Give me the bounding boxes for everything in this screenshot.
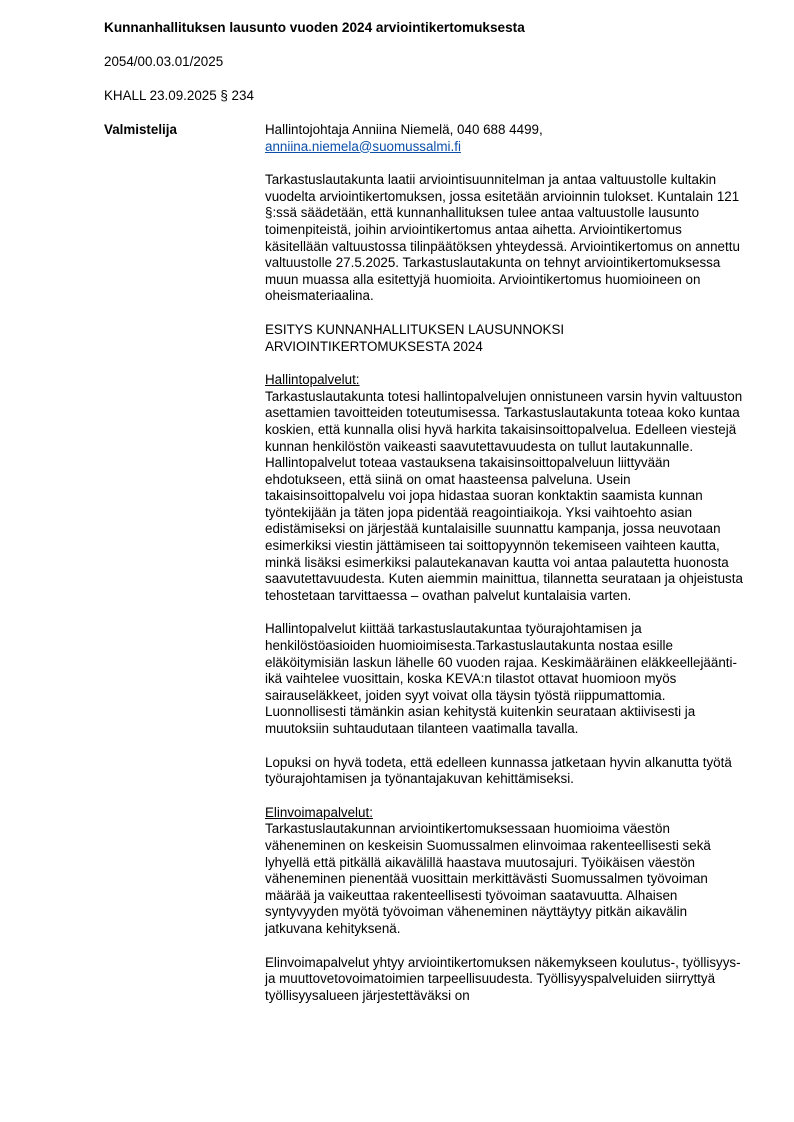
section-text: Tarkastuslautakunnan arviointikertomuksessaan huomioima väestön väheneminen on keskeisin Suomussalmen elinvoimaa rakenteellisesti sekä lyhyellä että pitkällä aikavälillä haastava muutosajuri. Työikäisen väestön väheneminen pienentää vuosittain merkittävästi Suomussalmen työvoiman määrää ja vaikeuttaa rakenteellisesti työvoiman saatavuutta. Alhaisen syntyvyyden myötä työvoiman väheneminen näyttäytyy pitkän aikavälin jatkuvana kehityksenä. — [265, 821, 711, 936]
proposal-line-1: ESITYS KUNNANHALLITUKSEN LAUSUNNOKSI — [265, 321, 565, 337]
section-hallintopalvelut-p2: Hallintopalvelut kiittää tarkastuslautakuntaa työurajohtamisen ja henkilöstöasioiden huomioimisesta.Tarkastuslautakunta nostaa esille eläköitymisiän laskun lähelle 60 vuoden rajaa. Keskimääräinen eläkkeellejäänti-ikä vaihtelee vuosittain, koska KEVA:n tilastot ottavat huomioon myös sairauseläkkeet, joiden syyt voivat olla täysin työstä riippumattomia. Luonnollisesti tämänkin asian kehitystä kuitenkin seurataan aktiivisesti ja muutoksiin suhtaudutaan tilanteen vaatimalla tavalla. — [265, 621, 737, 736]
section-elinvoimapalvelut-p2: Elinvoimapalvelut yhtyy arviointikertomuksen näkemykseen koulutus-, työllisyys- ja muuttovetovoimatoimien tarpeellisuudesta. Työllisyyspalveluiden siirryttyä työllisyysalueen järjestettäväksi on — [265, 954, 741, 1003]
document-title: Kunnanhallituksen lausunto vuoden 2024 arviointikertomuksesta — [104, 20, 525, 35]
meeting-reference: KHALL 23.09.2025 § 234 — [104, 88, 254, 103]
section-hallintopalvelut-p1 — [265, 372, 743, 604]
section-heading-elinvoimapalvelut: Elinvoimapalvelut: — [265, 804, 373, 820]
preparer-label: Valmistelija — [104, 122, 177, 137]
preparer-line: Hallintojohtaja Anniina Niemelä, 040 688 4499, — [265, 122, 543, 137]
reference-number: 2054/00.03.01/2025 — [104, 54, 224, 69]
intro-paragraph: Tarkastuslautakunta laatii arviointisuunnitelman ja antaa valtuustolle kultakin vuodelta arviointikertomuksen, jossa esitetään arvioinnin tulokset. Kuntalain 121 §:ssä säädetään, että kunnanhallituksen tulee antaa valtuustolle lausunto toimenpiteistä, joihin arviointikertomus antaa aihetta. Arviointikertomus käsitellään valtuustossa tilinpäätöksen yhteydessä. Arviointikertomus on annettu valtuustolle 27.5.2025. Tarkastuslautakunta on tehnyt arviointikertomuksessa muun muassa alla esitettyjä huomioita. Arviointikertomus huomioineen on oheismateriaalina. — [265, 172, 740, 304]
section-text: Tarkastuslautakunta totesi hallintopalvelujen onnistuneen varsin hyvin valtuuston asettamien tavoitteiden toteutumisessa. Tarkastuslautakunta toteaa koko kuntaa koskien, että kunnalla olisi hyvä harkita takaisinsoittopalvelua. Edelleen viestejä kunnan henkilöstön vaikeasti saavutettavuudesta on tullut lautakunnalle. Hallintopalvelut toteaa vastauksena takaisinsoittopalveluun liittyvään ehdotukseen, että siinä on omat haasteensa palveluna. Usein takaisinsoittopalvelu voi jopa hidastaa suoran konktaktin saamista kunnan työntekijään ja täten jopa pidentää reagointiaikoja. Yksi vaihtoehto asian edistämiseksi on järjestää kuntalaisille suunnattu kampanja, jossa neuvotaan esimerkiksi viestin jättämiseen tai soittopyynnön tekemiseen vaihteen kautta, minkä lisäksi esimerkiksi palautekanavan kautta voi antaa palautetta huonosta saavutettavuudesta. Kuten aiemmin mainittua, tilannetta seurataan ja ohjeistusta tehostetaan tarvittaessa – ovathan palvelut kuntalaisia varten. — [265, 388, 743, 603]
section-elinvoimapalvelut-p1 — [265, 805, 743, 938]
proposal-heading — [265, 322, 743, 355]
section-heading-hallintopalvelut: Hallintopalvelut: — [265, 372, 360, 388]
preparer-email-link[interactable]: anniina.niemela@suomussalmi.fi — [265, 138, 461, 154]
section-hallintopalvelut-p3: Lopuksi on hyvä todeta, että edelleen kunnassa jatketaan hyvin alkanutta työtä työurajohtamisen ja työnantajakuvan kehittämiseksi. — [265, 754, 732, 787]
proposal-line-2: ARVIOINTIKERTOMUKSESTA 2024 — [265, 338, 483, 354]
preparer-block — [265, 122, 743, 155]
document-body — [265, 122, 743, 1021]
